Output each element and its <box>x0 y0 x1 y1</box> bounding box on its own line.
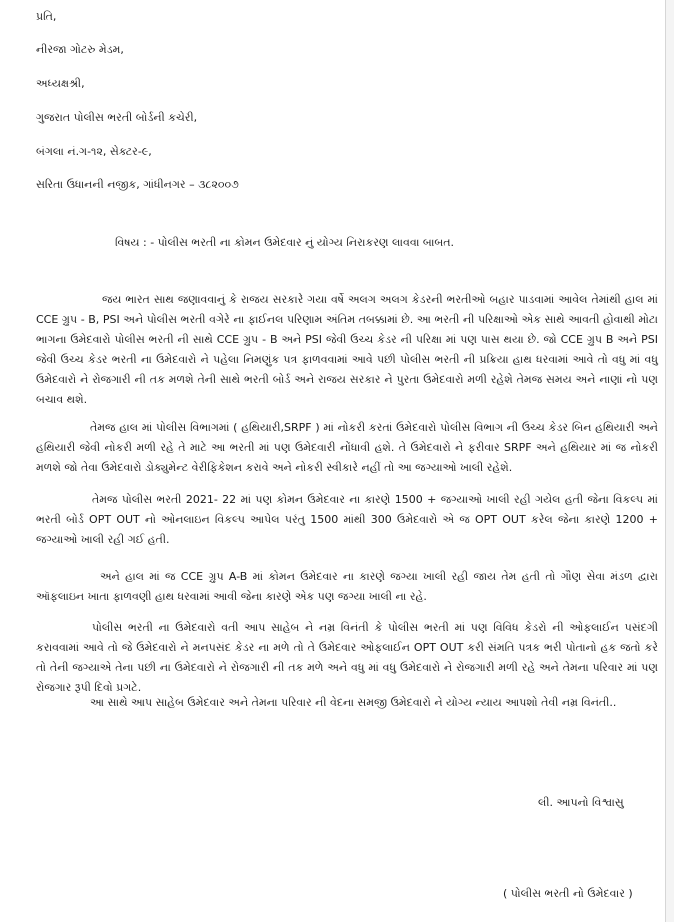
letter-subject: વિષય : - પોલીસ ભરતી ના કોમન ઉમેદવાર નું યોગ્ય નિરાકરણ લાવવા બાબત. <box>115 236 455 249</box>
body-paragraph-5: પોલીસ ભરતી ના ઉમેદવારો વતી આપ સાહેબ ને નમ્ર વિનંતી કે પોલીસ ભરતી માં પણ વિવિધ કેડરો ની ઓફલાઈન પસંદગી કરાવવામાં આવે તો જે ઉમેદવારો ને મનપસંદ કેડર ના મળે તો તે ઉમેદવાર ઓફલાઈન OPT OUT કરી સંમતિ પત્રક ભરી પોતાનો હક જતો કરે તો તેની જગ્યાએ તેના પછી ના ઉમેદવારો ને રોજગારી ની તક મળે અને વધુ માં વધુ ઉમેદવારો ને રોજગારી મળી રહે અને તેમના પરિવાર માં પણ રોજગાર રૂપી દિવો પ્રગટે. <box>36 621 658 694</box>
closing-line: લી. આપનો વિશ્વાસુ <box>538 796 624 809</box>
page-edge <box>665 0 674 922</box>
recipient-designation: અધ્યક્ષશ્રી, <box>36 77 85 90</box>
recipient-office: ગુજરાત પોલીસ ભરતી બોર્ડની કચેરી, <box>36 111 198 124</box>
body-paragraph-2: તેમજ હાલ માં પોલીસ વિભાગમાં ( હથિયારી,SRPF ) માં નોકરી કરતાં ઉમેદવારો પોલીસ વિભાગ ની ઉચ્ચ કેડર બિન હથિયારી અને હથિયારી જેવી નોકરી મળી રહે તે માટે આ ભરતી માં પણ ઉમેદવારી નોંધાવી હશે. તે ઉમેદવારો ને ફરીવાર SRPF અને હથિયાર માં જ નોકરી મળશે જો તેવા ઉમેદવારો ડોક્યુમેન્ટ વેરીફિકેશન કરાવે અને નોકરી સ્વીકારે નહીં તો આ જગ્યાઓ ખાલી રહેશે. <box>36 421 658 474</box>
body-paragraph-1: જય ભારત સાથ જણાવવાનું કે રાજય સરકારે ગયા વર્ષે અલગ અલગ કેડરની ભરતીઓ બહાર પાડવામાં આવેલ તેમાંથી હાલ માં CCE ગ્રુપ - B, PSI અને પોલીસ ભરતી વગેરે ના ફાઈનલ પરિણામ અંતિમ તબક્કામાં છે. આ ભરતી ની પરિક્ષાઓ એક સાથે આવતી હોવાથી મોટા ભાગના ઉમેદવારો પોલીસ ભરતી ની સાથે CCE ગ્રુપ - B અને PSI જેવી ઉચ્ચ કેડર ની પરિક્ષા માં પણ પાસ થયા છે. જો CCE ગ્રુપ B અને PSI જેવી ઉચ્ચ કેડર ભરતી ના ઉમેદવારો ને પહેલા નિમણુંક પત્ર ફાળવવામાં આવે પછી પોલીસ ભરતી ની પ્રક્રિયા હાથ ધરવામાં આવે તો વધુ માં વધુ ઉમેદવારો ને રોજગારી ની તક મળશે તેની સાથે ભરતી બોર્ડ અને રાજય સરકાર ને પુરતા ઉમેદવારો મળી રહેશે તેમજ સમય અને નાણાં નો પણ બચાવ થશે. <box>36 293 658 406</box>
recipient-address-line1: બંગલા નં.ગ-૧૨, સેક્ટર-૯, <box>36 145 152 158</box>
body-paragraph-3: તેમજ પોલીસ ભરતી 2021- 22 માં પણ કોમન ઉમેદવાર ના કારણે 1500 + જગ્યાઓ ખાલી રહી ગયેલ હતી જેના વિકલ્પ માં ભરતી બોર્ડ OPT OUT નો ઓનલાઇન વિકલ્પ આપેલ પરંતુ 1500 માંથી 300 ઉમેદવારો એ જ OPT OUT કરેલ જેના કારણે 1200 + જગ્યાઓ ખાલી રહી ગઈ હતી. <box>36 493 658 546</box>
recipient-address-line2: સરિતા ઉધાનની નજીક, ગાંધીનગર – ૩૮૨૦૦૭ <box>36 178 239 191</box>
recipient-salutation: પ્રતિ, <box>36 10 57 23</box>
body-paragraph-6: આ સાથે આપ સાહેબ ઉમેદવાર અને તેમના પરિવાર ની વેદના સમજી ઉમેદવારો ને યોગ્ય ન્યાય આપશો તેવી નમ્ર વિનંતી.. <box>90 696 617 709</box>
recipient-name: નીરજા ગોટરુ મેડમ, <box>36 43 124 56</box>
body-paragraph-4: અને હાલ માં જ CCE ગ્રુપ A-B માં કોમન ઉમેદવાર ના કારણે જગ્યા ખાલી રહી જાય તેમ હતી તો ગૌણ સેવા મંડળ દ્વારા ઑફલાઇન ખાતા ફાળવણી હાથ ધરવામાં આવી જેના કારણે એક પણ જગ્યા ખાલી ના રહે. <box>36 570 658 603</box>
signature-line: ( પોલીસ ભરતી નો ઉમેદવાર ) <box>503 887 633 900</box>
